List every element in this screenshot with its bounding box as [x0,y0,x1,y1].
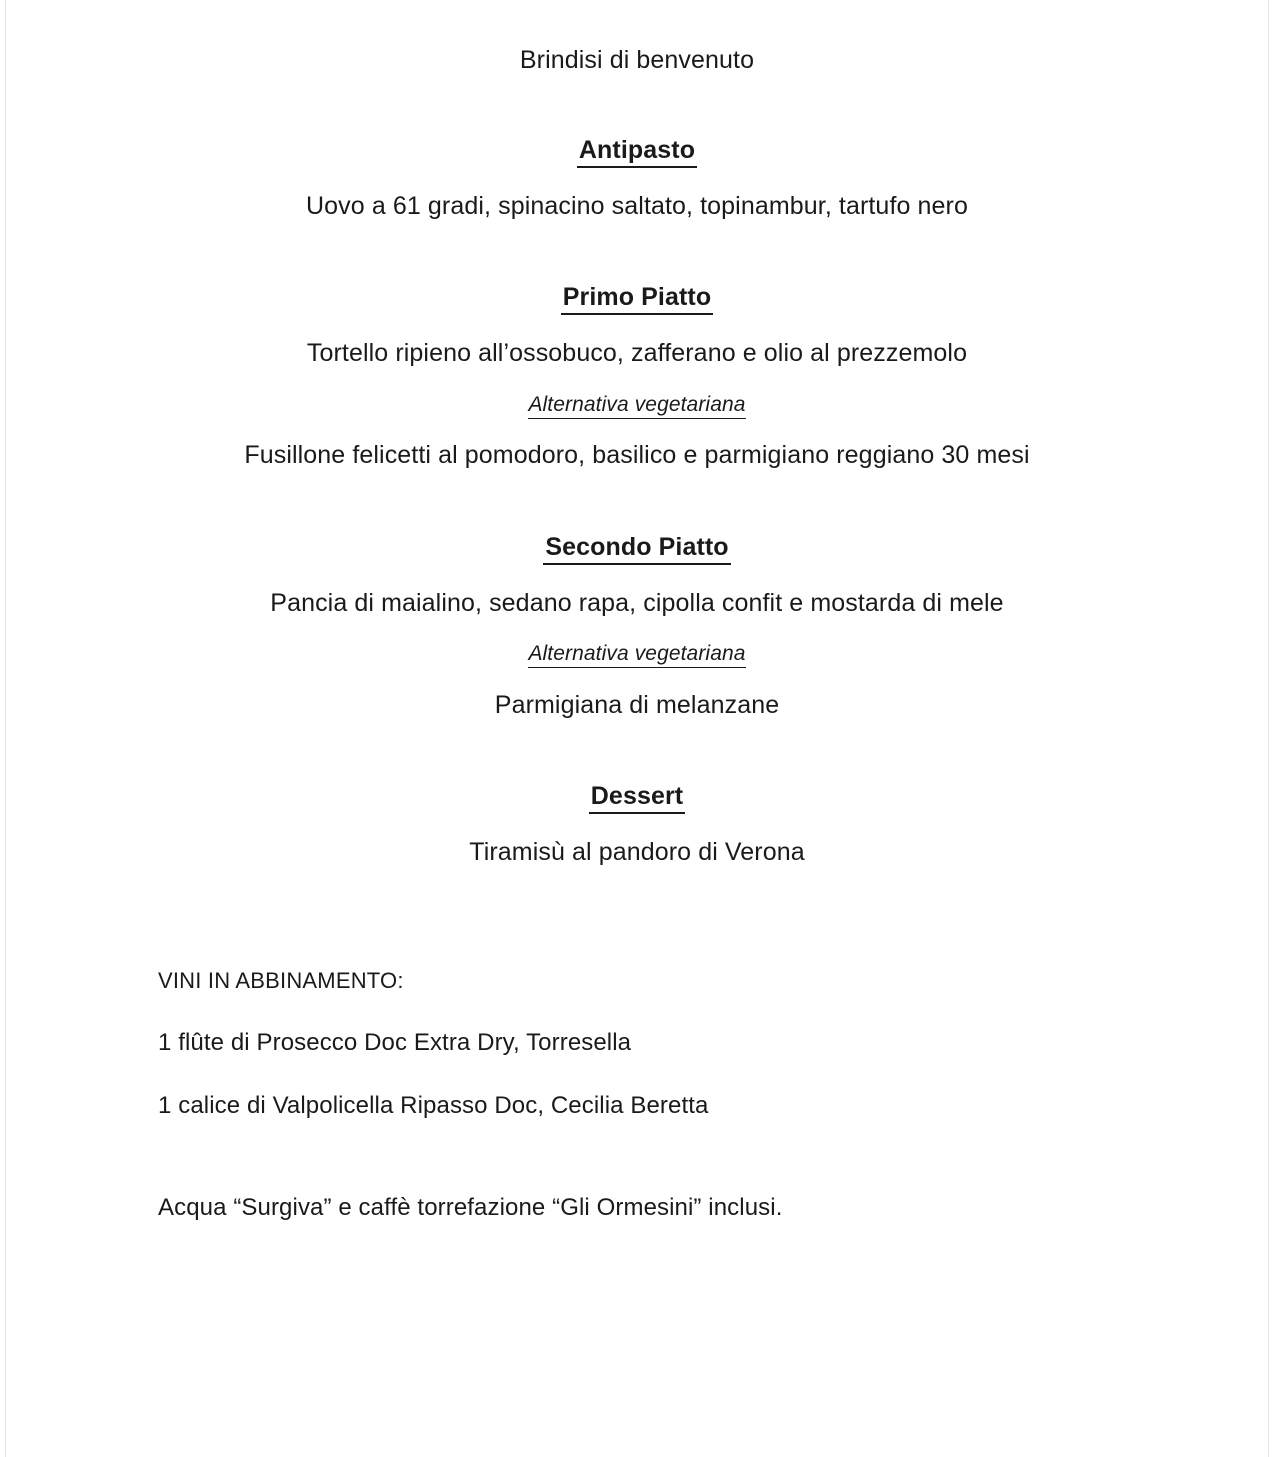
included-beverages-note: Acqua “Surgiva” e caffè torrefazione “Gli Ormesini” inclusi. [158,1194,783,1222]
spacer [0,78,1274,134]
course-title-primo-piatto-text: Primo Piatto [561,283,713,315]
vegetarian-dish-secondo-piatto: Parmigiana di melanzane [494,690,780,719]
course-title-dessert-text: Dessert [589,782,685,814]
course-section-antipasto [0,134,1274,224]
spacer [0,315,1274,337]
vegetarian-label-secondo-piatto-text: Alternativa vegetariana [528,642,745,668]
course-title-dessert [0,780,1274,814]
wine-pairing-heading: VINI IN ABBINAMENTO: [158,967,404,993]
spacer [0,620,1274,640]
course-section-secondo-piatto [0,531,1274,723]
spacer [0,371,1274,391]
vegetarian-label-primo-piatto [0,391,1274,419]
wine-item-1: 1 flûte di Prosecco Doc Extra Dry, Torresella [158,1028,632,1056]
vegetarian-label-secondo-piatto [0,640,1274,668]
wine-item-2: 1 calice di Valpolicella Ripasso Doc, Cecilia Beretta [158,1092,709,1120]
course-dish-primo-piatto: Tortello ripieno all’ossobuco, zafferano e olio al prezzemolo [306,339,968,367]
spacer [0,223,1274,281]
course-title-antipasto-text: Antipasto [577,136,697,168]
spacer [0,669,1274,689]
course-title-antipasto [0,134,1274,168]
wine-pairing-section [0,966,1274,1225]
course-section-primo-piatto [0,281,1274,473]
spacer [0,565,1274,587]
course-dish-secondo-piatto: Pancia di maialino, sedano rapa, cipolla confit e mostarda di mele [270,588,1004,617]
spacer [0,870,1274,966]
spacer [0,419,1274,439]
spacer [0,168,1274,190]
vegetarian-label-primo-piatto-text: Alternativa vegetariana [528,393,745,419]
spacer [158,1122,1214,1192]
course-title-primo-piatto [0,281,1274,315]
course-dish-dessert: Tiramisù al pandoro di Verona [469,838,805,867]
spacer [158,1059,1214,1090]
course-section-dessert [0,780,1274,870]
spacer [0,473,1274,531]
spacer [0,722,1274,780]
course-title-secondo-piatto-text: Secondo Piatto [543,533,730,565]
spacer [158,996,1214,1027]
spacer [0,814,1274,836]
course-title-secondo-piatto [0,531,1274,565]
welcome-toast-line: Brindisi di benvenuto [519,46,755,74]
vegetarian-dish-primo-piatto: Fusillone felicetti al pomodoro, basilico e parmigiano reggiano 30 mesi [244,441,1030,470]
course-dish-antipasto: Uovo a 61 gradi, spinacino saltato, topinambur, tartufo nero [306,191,968,220]
